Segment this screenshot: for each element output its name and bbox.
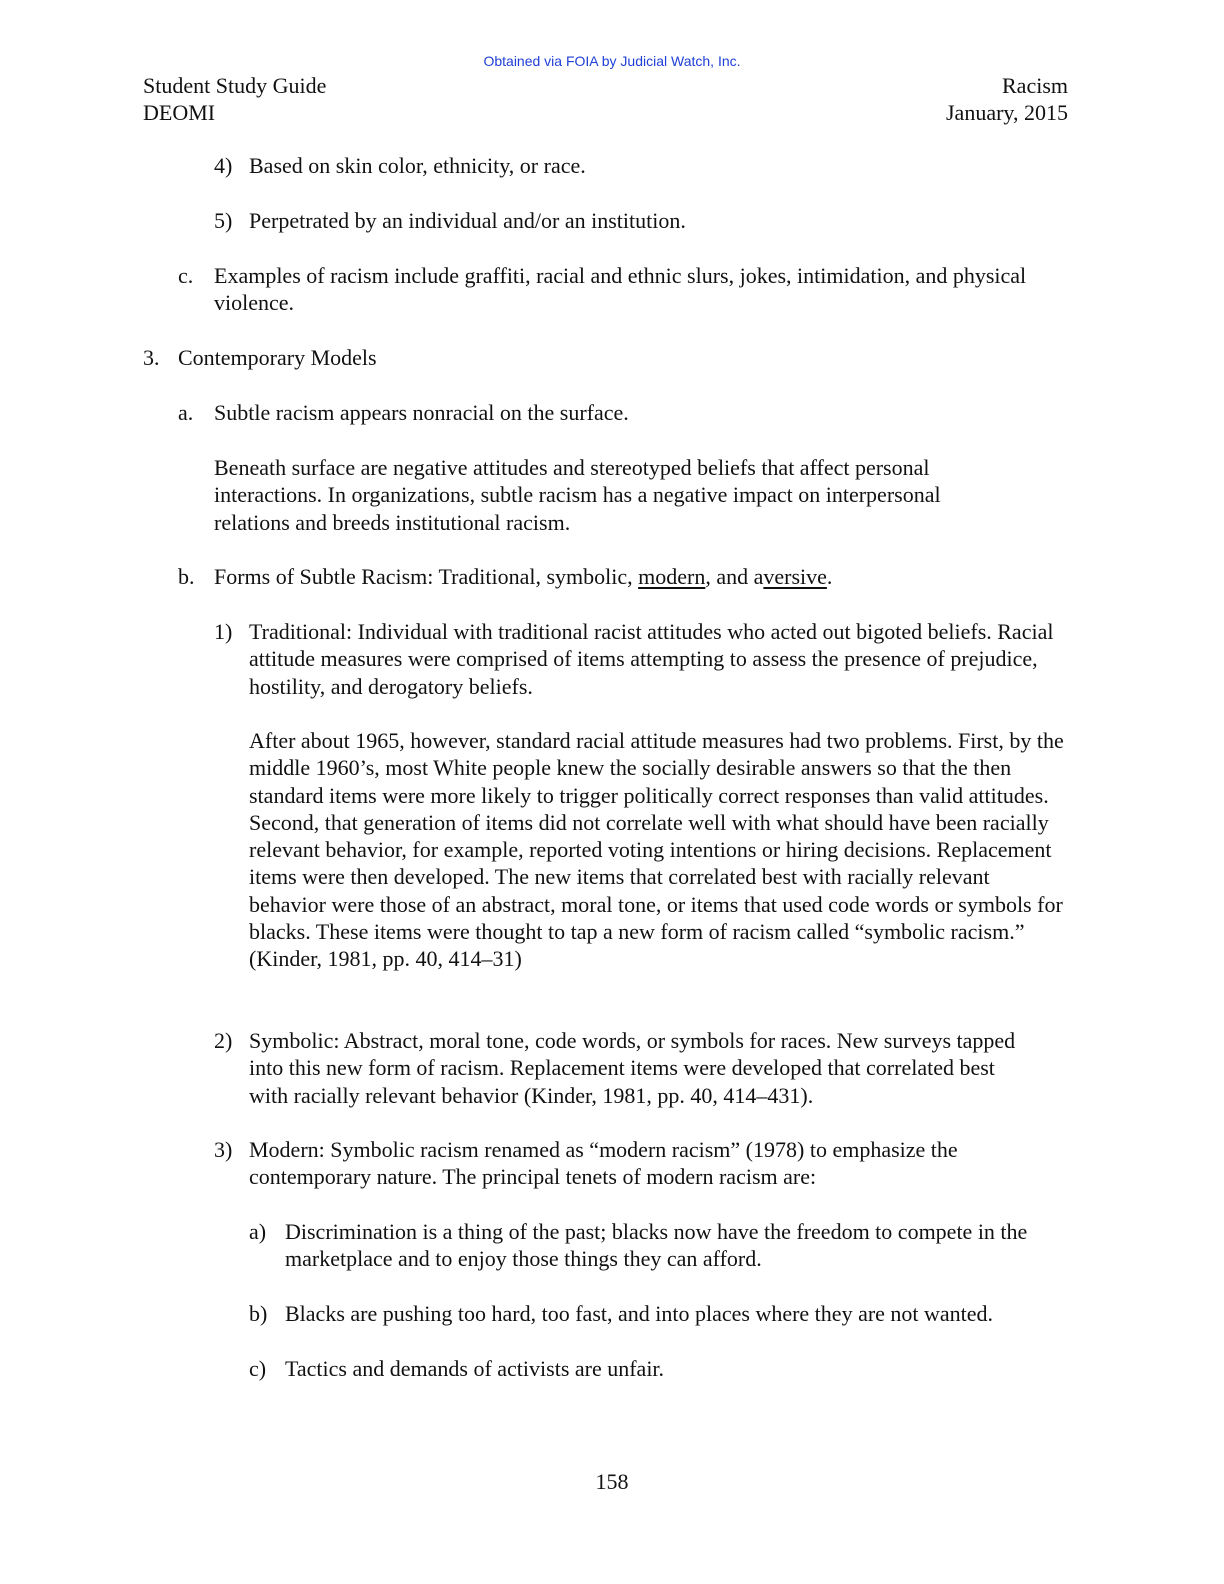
page-number: 158 bbox=[595, 1469, 629, 1494]
section-title: Contemporary Models bbox=[178, 345, 377, 370]
forms-text-mid: , and a bbox=[705, 564, 764, 589]
list-marker: 4) bbox=[214, 153, 233, 178]
list-item-text: Tactics and demands of activists are unfair. bbox=[285, 1356, 665, 1381]
list-marker: a. bbox=[178, 400, 194, 425]
underlined-modern: modern bbox=[638, 564, 706, 589]
list-item-text: Examples of racism include graffiti, racial and ethnic slurs, jokes, intimidation, and physical violence. bbox=[214, 263, 1027, 316]
header-right bbox=[946, 72, 1068, 126]
underlined-aversive: versive bbox=[763, 564, 827, 589]
list-marker: 2) bbox=[214, 1028, 233, 1053]
list-item-text bbox=[178, 563, 1068, 590]
list-marker: 3) bbox=[214, 1137, 233, 1162]
list-item-b bbox=[178, 563, 1068, 590]
list-item-text: Discrimination is a thing of the past; blacks now have the freedom to compete in the marketplace and to enjoy those things they can afford. bbox=[285, 1219, 1028, 1272]
header-guide-title: Student Study Guide bbox=[143, 73, 327, 98]
list-item-text: Traditional: Individual with traditional racist attitudes who acted out bigoted beliefs. Racial attitude measures were comprised of items attempting to assess the presence of prejudice, hostility, and derogatory beliefs. bbox=[249, 619, 1054, 699]
header-organization: DEOMI bbox=[143, 100, 216, 125]
list-item-text: Subtle racism appears nonracial on the surface. bbox=[214, 400, 629, 425]
list-marker: b. bbox=[178, 564, 195, 589]
list-marker: c. bbox=[178, 263, 194, 288]
tenet-item-b bbox=[249, 1300, 1089, 1327]
list-item-text: Blacks are pushing too hard, too fast, and into places where they are not wanted. bbox=[285, 1301, 994, 1326]
section-number: 3. bbox=[143, 345, 160, 370]
header-left bbox=[143, 72, 326, 126]
foia-stamp: Obtained via FOIA by Judicial Watch, Inc. bbox=[483, 53, 741, 69]
list-item-text: Perpetrated by an individual and/or an institution. bbox=[249, 208, 686, 233]
paragraph-symbolic-racism-history: After about 1965, however, standard racial attitude measures had two problems. First, by the middle 1960’s, most White people knew the socially desirable answers so that the then standard items were more likely to trigger politically correct responses than valid attitudes. Second, that generation of items did not correlate well with what should have been racially relevant behavior, for example, reported voting intentions or hiring decisions. Replacement items were then developed. The new items that correlated best with racially relevant behavior were those of an abstract, moral tone, or items that used code words or symbols for blacks. These items were thought to tap a new form of racism called “symbolic racism.” (Kinder, 1981, pp. 40, 414–31) bbox=[249, 728, 1064, 972]
list-marker: a) bbox=[249, 1219, 267, 1244]
list-marker: b) bbox=[249, 1301, 268, 1326]
list-item-symbolic bbox=[214, 1027, 1034, 1109]
list-marker: 1) bbox=[214, 619, 233, 644]
list-item-c bbox=[178, 262, 1028, 317]
list-item-text: Modern: Symbolic racism renamed as “modern racism” (1978) to emphasize the contemporary nature. The principal tenets of modern racism are: bbox=[249, 1137, 958, 1190]
list-item-4 bbox=[214, 152, 1074, 179]
list-item-text: Symbolic: Abstract, moral tone, code words, or symbols for races. New surveys tapped into this new form of racism. Replacement items were developed that correlated best with racially relevant behavior (Kinder, 1981, pp. 40, 414–431). bbox=[249, 1028, 1016, 1108]
tenet-item-a bbox=[249, 1218, 1069, 1273]
list-item-a bbox=[178, 399, 1068, 426]
list-marker: c) bbox=[249, 1356, 267, 1381]
list-item-traditional bbox=[214, 618, 1074, 700]
paragraph-subtle-racism: Beneath surface are negative attitudes and stereotyped beliefs that affect personal interactions. In organizations, subtle racism has a negative impact on interpersonal relations and breeds institutional racism. bbox=[214, 455, 941, 535]
list-marker: 5) bbox=[214, 208, 233, 233]
forms-text-end: . bbox=[826, 564, 833, 589]
tenet-item-c bbox=[249, 1355, 1069, 1382]
list-item-5 bbox=[214, 207, 1074, 234]
header-topic: Racism bbox=[1002, 73, 1068, 98]
header-date: January, 2015 bbox=[946, 100, 1068, 125]
list-item-modern bbox=[214, 1136, 1034, 1191]
section-heading-contemporary-models bbox=[143, 344, 1043, 371]
forms-text-start: Forms of Subtle Racism: Traditional, symbolic, bbox=[214, 564, 639, 589]
list-item-text: Based on skin color, ethnicity, or race. bbox=[249, 153, 586, 178]
